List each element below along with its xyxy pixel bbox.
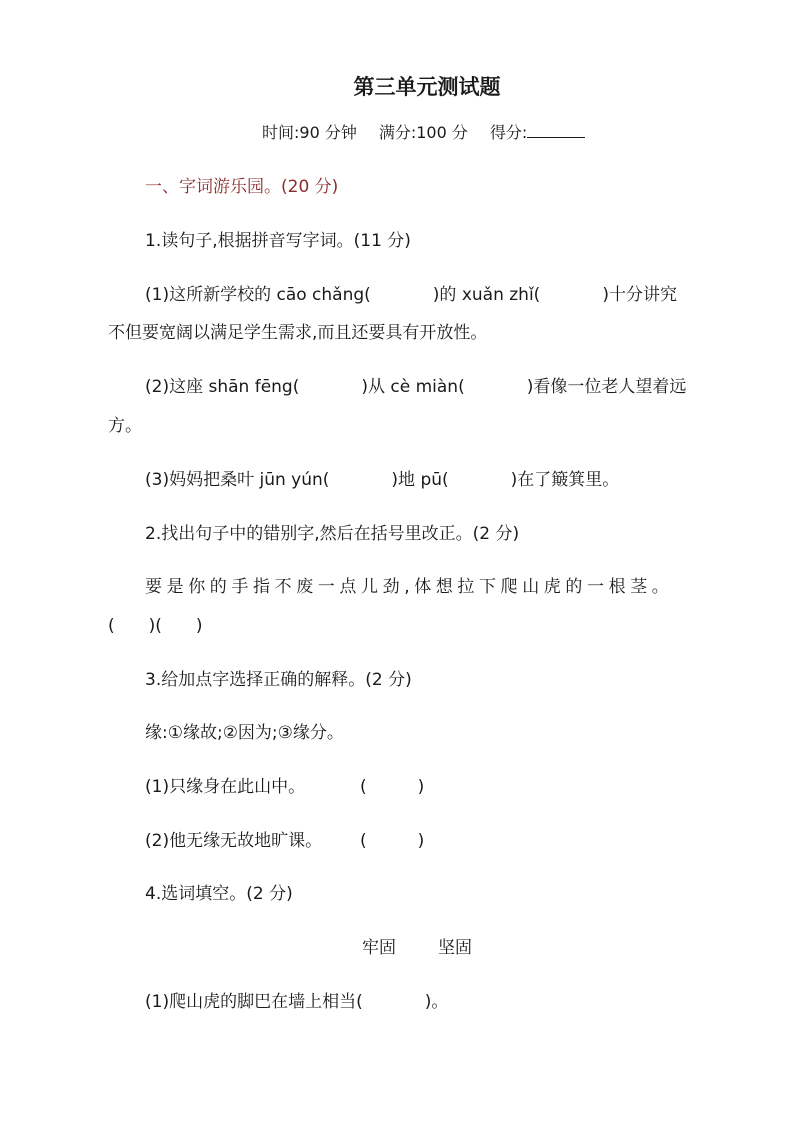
question-1-sentence-3: (3)妈妈把桑叶 jūn yún( )地 pū( )在了簸箕里。 <box>145 470 620 490</box>
question-1-sentence-2-cont: 方。 <box>108 416 142 436</box>
question-4-heading: 4.选词填空。(2 分) <box>145 884 293 904</box>
question-3-item-2: (2)他无缘无故地旷课。 <box>145 831 323 851</box>
exam-meta <box>262 121 585 145</box>
time-limit: 时间:90 分钟 <box>262 123 357 142</box>
score-blank[interactable] <box>527 121 585 138</box>
question-4-options <box>362 936 472 960</box>
score-label: 得分: <box>489 123 528 142</box>
question-2-sentence: 要是你的手指不废一点儿劲,体想拉下爬山虎的一根茎。 <box>145 577 674 597</box>
question-3-item-1-answer[interactable]: ( ) <box>360 777 425 797</box>
question-1-heading: 1.读句子,根据拼音写字词。(11 分) <box>145 231 411 251</box>
section-heading: 一、字词游乐园。(20 分) <box>145 177 339 197</box>
question-2-answer[interactable]: ( )( ) <box>108 616 203 636</box>
question-3-item-2-answer[interactable]: ( ) <box>360 831 425 851</box>
question-2-heading: 2.找出句子中的错别字,然后在括号里改正。(2 分) <box>145 524 520 544</box>
question-3-item-1: (1)只缘身在此山中。 <box>145 777 306 797</box>
question-1-sentence-1: (1)这所新学校的 cāo chǎng( )的 xuǎn zhǐ( )十分讲究 <box>145 285 677 305</box>
question-3-definition: 缘:①缘故;②因为;③缘分。 <box>145 723 344 743</box>
full-score: 满分:100 分 <box>378 123 468 142</box>
question-1-sentence-1-cont: 不但要宽阔以满足学生需求,而且还要具有开放性。 <box>108 323 488 343</box>
question-4-item-1: (1)爬山虎的脚巴在墙上相当( )。 <box>145 992 449 1012</box>
option-word: 坚固 <box>438 938 472 958</box>
question-3-heading: 3.给加点字选择正确的解释。(2 分) <box>145 670 412 690</box>
question-1-sentence-2: (2)这座 shān fēng( )从 cè miàn( )看像一位老人望着远 <box>145 377 687 397</box>
page-title: 第三单元测试题 <box>353 74 501 99</box>
option-word: 牢固 <box>362 938 396 958</box>
